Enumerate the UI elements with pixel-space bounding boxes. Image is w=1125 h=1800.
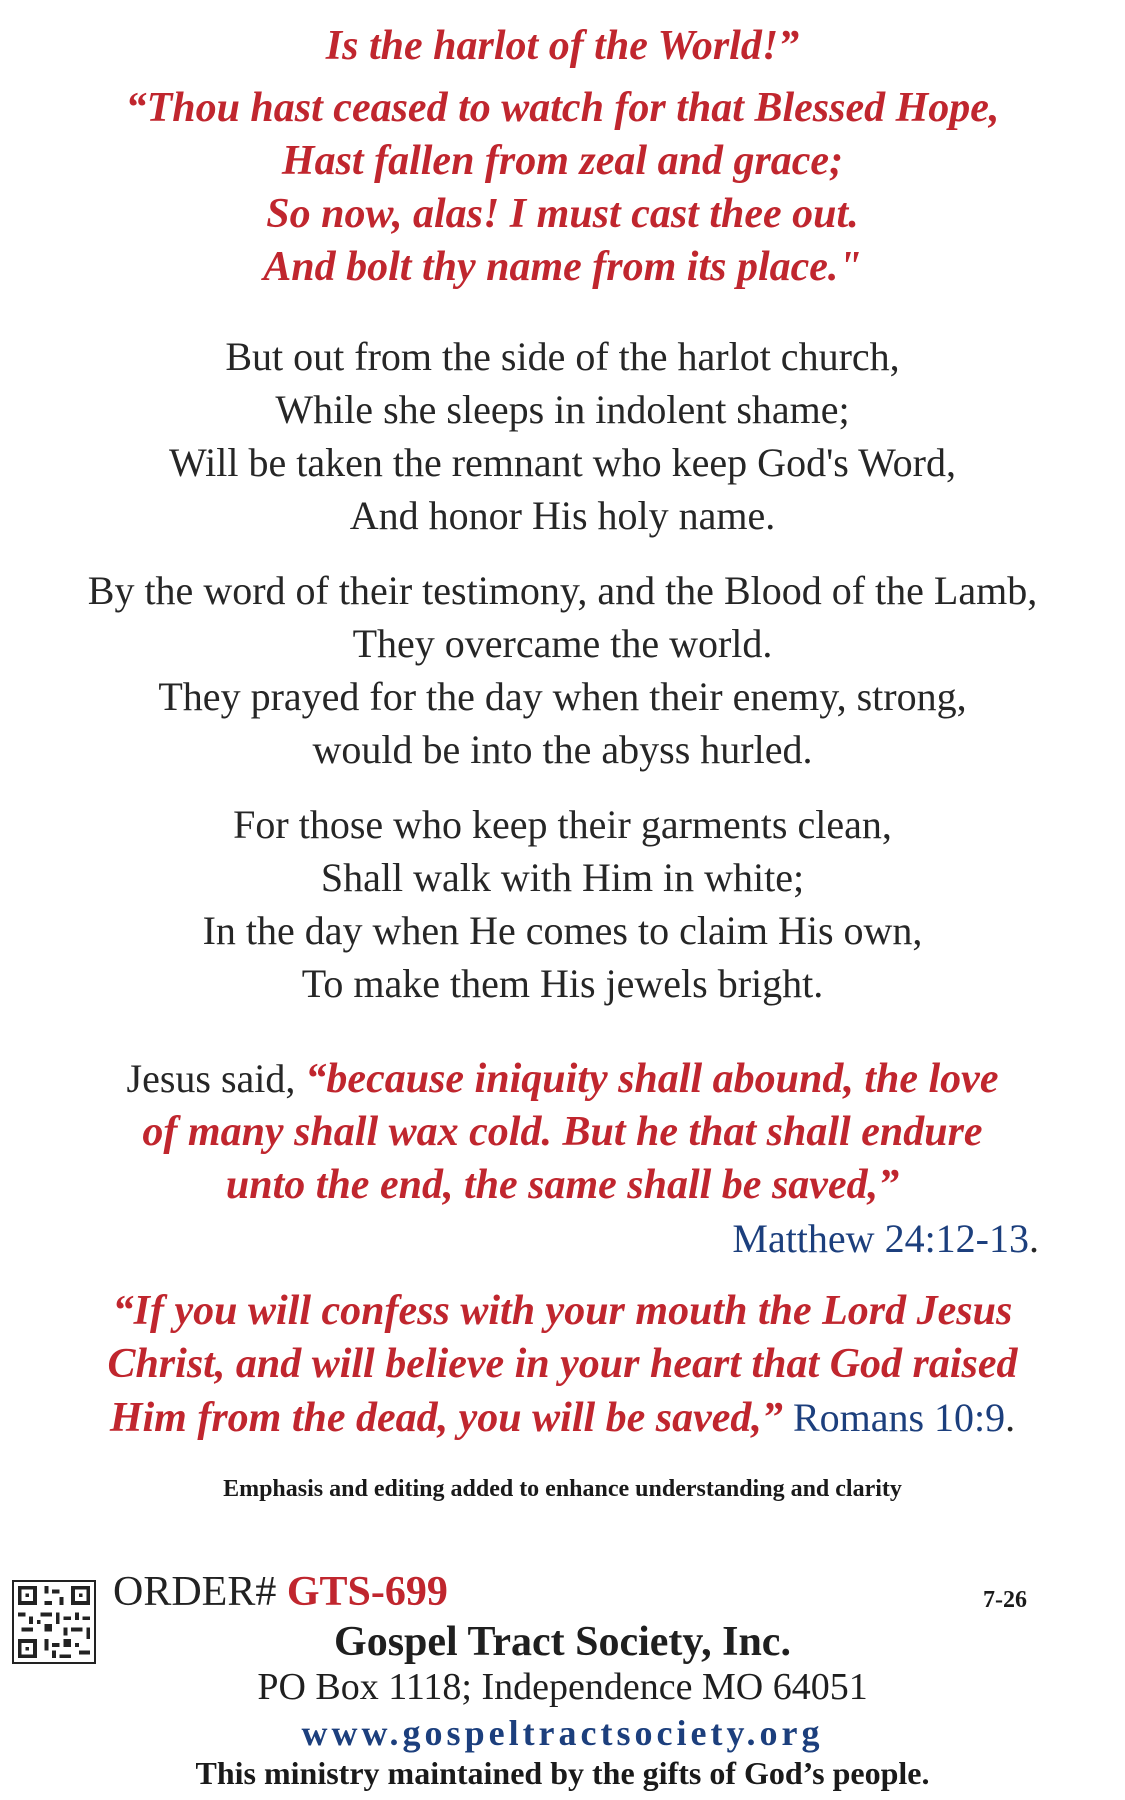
order-code: GTS-699 bbox=[286, 1569, 448, 1615]
stanza-4-line-3: They prayed for the day when their enemy, strong, bbox=[158, 674, 967, 719]
scripture-2-end: . bbox=[1005, 1395, 1016, 1440]
scripture-2-line-3-wrap bbox=[0, 1391, 1125, 1445]
scripture-2-line-3: Him from the dead, you will be saved,” bbox=[109, 1395, 783, 1441]
mailing-address: PO Box 1118; Independence MO 64051 bbox=[257, 1666, 868, 1708]
order-number bbox=[113, 1568, 448, 1616]
stanza-2-line-3: So now, alas! I must cast thee out. bbox=[266, 191, 859, 237]
stanza-2-line-4: And bolt thy name from its place." bbox=[263, 244, 862, 290]
scripture-1-end: . bbox=[1029, 1216, 1039, 1261]
stanza-4-line-4: would be into the abyss hurled. bbox=[312, 727, 813, 772]
stanza-3-line-1: But out from the side of the harlot church, bbox=[225, 334, 900, 379]
stanza-5-line-1: For those who keep their garments clean, bbox=[233, 802, 892, 847]
scripture-matthew bbox=[0, 1052, 1125, 1265]
stanza-4-line-2: They overcame the world. bbox=[352, 621, 773, 666]
emphasis-note: Emphasis and editing added to enhance understanding and clarity bbox=[223, 1476, 902, 1502]
scripture-2-line-2: Christ, and will believe in your heart that God raised bbox=[107, 1341, 1018, 1387]
website-link[interactable]: www.gospeltractsociety.org bbox=[301, 1713, 824, 1753]
stanza-3-line-2: While she sleeps in indolent shame; bbox=[275, 387, 850, 432]
society-name: Gospel Tract Society, Inc. bbox=[334, 1619, 791, 1665]
stanza-5-line-3: In the day when He comes to claim His own, bbox=[202, 908, 923, 953]
stanza-3-line-3: Will be taken the remnant who keep God's Word, bbox=[169, 440, 956, 485]
stanza-2-line-1: “Thou hast ceased to watch for that Blessed Hope, bbox=[125, 85, 1000, 131]
scripture-1-line-1 bbox=[0, 1052, 1125, 1106]
stanza-3-line-4: And honor His holy name. bbox=[349, 493, 776, 538]
stanza-2 bbox=[0, 82, 1125, 294]
stanza-4 bbox=[0, 564, 1125, 776]
scripture-2-line-1: “If you will confess with your mouth the Lord Jesus bbox=[112, 1288, 1013, 1334]
stanza-1 bbox=[0, 20, 1125, 73]
scripture-1-reference-line bbox=[0, 1212, 1125, 1265]
date-code: 7-26 bbox=[983, 1587, 1027, 1613]
stanza-2-line-2: Hast fallen from zeal and grace; bbox=[281, 138, 844, 184]
scripture-romans bbox=[0, 1285, 1125, 1445]
stanza-5 bbox=[0, 798, 1125, 1010]
stanza-5-line-4: To make them His jewels bright. bbox=[301, 961, 824, 1006]
scripture-1-quote-start: “because iniquity shall abound, the love bbox=[305, 1056, 999, 1102]
stanza-3 bbox=[0, 330, 1125, 542]
scripture-1-reference: Matthew 24:12-13 bbox=[732, 1216, 1029, 1261]
stanza-4-line-1: By the word of their testimony, and the Blood of the Lamb, bbox=[87, 568, 1038, 613]
scripture-1-line-2: of many shall wax cold. But he that shall endure bbox=[142, 1109, 983, 1155]
stanza-5-line-2: Shall walk with Him in white; bbox=[320, 855, 805, 900]
scripture-1-intro: Jesus said, bbox=[126, 1056, 306, 1101]
stanza-1-line-1: Is the harlot of the World!” bbox=[325, 23, 800, 69]
ministry-statement: This ministry maintained by the gifts of God’s people. bbox=[195, 1755, 930, 1791]
scripture-1-line-3: unto the end, the same shall be saved,” bbox=[225, 1162, 900, 1208]
order-label: ORDER# bbox=[113, 1569, 287, 1615]
scripture-2-reference: Romans 10:9 bbox=[782, 1395, 1006, 1440]
